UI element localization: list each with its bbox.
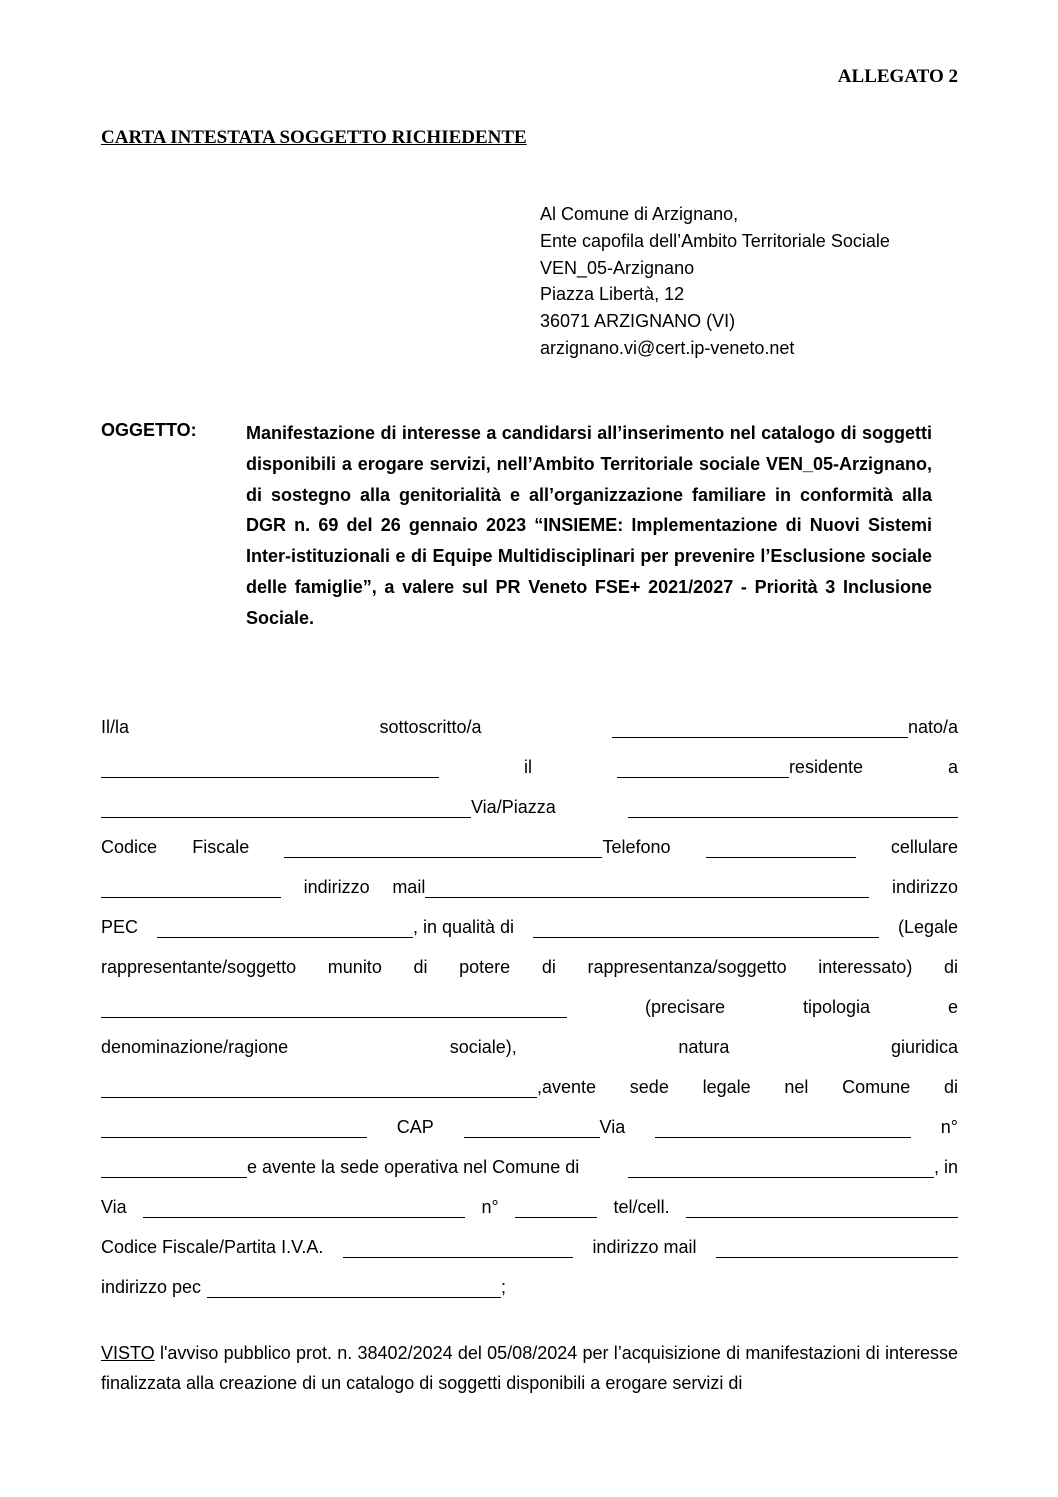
label-il: il bbox=[523, 757, 532, 777]
label-cap: CAP bbox=[396, 1117, 434, 1137]
label-indirizzo: indirizzo bbox=[303, 877, 370, 897]
cellulare-field[interactable] bbox=[101, 879, 281, 898]
label-numero-2: n° bbox=[481, 1197, 499, 1217]
natura-giuridica-field[interactable] bbox=[101, 1079, 537, 1098]
address-line: VEN_05-Arzignano bbox=[540, 257, 695, 278]
label-codice: Codice bbox=[101, 837, 158, 857]
qualita-field[interactable] bbox=[533, 919, 879, 938]
piva-field[interactable] bbox=[343, 1239, 573, 1258]
label-residente: residente bbox=[788, 757, 863, 777]
text-avente: ,avente bbox=[537, 1077, 597, 1097]
label-via-piazza: Via/Piazza bbox=[471, 797, 556, 817]
text-sede-operativa: e avente la sede operativa nel Comune di bbox=[247, 1157, 580, 1177]
text-giuridica: giuridica bbox=[890, 1037, 958, 1057]
text-interessato: interessato) bbox=[818, 957, 913, 977]
form-row bbox=[101, 1072, 958, 1098]
oggetto-label: OGGETTO: bbox=[101, 420, 197, 440]
label-nato: nato/a bbox=[907, 717, 958, 737]
text-munito: munito bbox=[327, 957, 382, 977]
tel-cell-field[interactable] bbox=[686, 1199, 958, 1218]
label-mail: mail bbox=[392, 877, 426, 897]
comune-sede-legale-field[interactable] bbox=[101, 1119, 367, 1138]
label-sottoscritto: sottoscritto/a bbox=[379, 717, 482, 737]
text-tipologia: tipologia bbox=[802, 997, 870, 1017]
text-nel: nel bbox=[784, 1077, 809, 1097]
pec-ente-field[interactable] bbox=[207, 1279, 501, 1298]
text-di: di bbox=[413, 957, 428, 977]
carta-intestata-heading: CARTA INTESTATA SOGGETTO RICHIEDENTE bbox=[101, 127, 527, 148]
comune-sede-operativa-field[interactable] bbox=[628, 1159, 934, 1178]
form-row bbox=[101, 992, 958, 1018]
denominazione-field[interactable] bbox=[101, 999, 567, 1018]
label-pec: PEC bbox=[101, 917, 139, 937]
text-di-3: di bbox=[943, 957, 958, 977]
label-telefono: Telefono bbox=[602, 837, 671, 857]
mail-ente-field[interactable] bbox=[716, 1239, 958, 1258]
label-indirizzo-pec: indirizzo pec bbox=[101, 1277, 202, 1297]
residence-street-field[interactable] bbox=[628, 799, 958, 818]
form-row bbox=[101, 1032, 958, 1058]
label-cellulare: cellulare bbox=[890, 837, 958, 857]
label-indirizzo-2: indirizzo bbox=[891, 877, 958, 897]
address-line: Piazza Libertà, 12 bbox=[540, 284, 685, 305]
form-row bbox=[101, 832, 958, 858]
label-legale: (Legale bbox=[897, 917, 958, 937]
text-sede: sede bbox=[629, 1077, 669, 1097]
form-row bbox=[101, 752, 958, 778]
birthplace-field[interactable] bbox=[101, 759, 439, 778]
allegato-label: ALLEGATO 2 bbox=[837, 66, 958, 87]
text-comune: Comune bbox=[842, 1077, 911, 1097]
form-row bbox=[101, 1232, 958, 1258]
address-line: Ente capofila dell’Ambito Territoriale Sociale bbox=[540, 230, 890, 251]
form-row bbox=[101, 872, 958, 898]
pec-field[interactable] bbox=[157, 919, 413, 938]
form-row bbox=[101, 712, 958, 738]
form-row bbox=[101, 792, 958, 818]
codice-fiscale-field[interactable] bbox=[284, 839, 602, 858]
birthdate-field[interactable] bbox=[617, 759, 789, 778]
residence-city-field[interactable] bbox=[101, 799, 471, 818]
address-line: Al Comune di Arzignano, bbox=[540, 204, 739, 224]
address-pec: arzignano.vi@cert.ip-veneto.net bbox=[540, 337, 795, 358]
label-tel-cell: tel/cell. bbox=[613, 1197, 670, 1217]
text-di-2: di bbox=[541, 957, 556, 977]
label-il-la: Il/la bbox=[101, 717, 130, 737]
label-a: a bbox=[947, 757, 958, 777]
text-rappresentante: rappresentante/soggetto bbox=[101, 957, 297, 977]
text-potere: potere bbox=[459, 957, 511, 977]
label-via-2: Via bbox=[101, 1197, 127, 1217]
via-sede-operativa-field[interactable] bbox=[143, 1199, 465, 1218]
numero-sede-operativa-field[interactable] bbox=[515, 1199, 597, 1218]
cap-field[interactable] bbox=[464, 1119, 600, 1138]
telefono-field[interactable] bbox=[706, 839, 856, 858]
form-row bbox=[101, 1192, 958, 1218]
name-field[interactable] bbox=[612, 719, 908, 738]
form-row bbox=[101, 1112, 958, 1138]
label-numero: n° bbox=[940, 1117, 958, 1137]
text-denominazione: denominazione/ragione bbox=[101, 1037, 289, 1057]
semicolon: ; bbox=[501, 1277, 507, 1297]
via-sede-legale-field[interactable] bbox=[655, 1119, 911, 1138]
label-indirizzo-mail: indirizzo mail bbox=[592, 1237, 697, 1257]
form-row bbox=[101, 912, 958, 938]
label-in-qualita: , in qualità di bbox=[412, 917, 515, 937]
text-natura: natura bbox=[678, 1037, 730, 1057]
visto-keyword: VISTO bbox=[101, 1343, 155, 1363]
address-line: 36071 ARZIGNANO (VI) bbox=[540, 311, 736, 332]
mail-field[interactable] bbox=[425, 879, 869, 898]
text-sociale: sociale), bbox=[449, 1037, 517, 1057]
label-fiscale: Fiscale bbox=[192, 837, 250, 857]
form-row bbox=[101, 952, 958, 978]
label-via: Via bbox=[599, 1117, 626, 1137]
visto-text: l'avviso pubblico prot. n. 38402/2024 del 05/08/2024 per l’acquisizione di manifestazioni di interesse finalizzata alla creazione di un catalogo di soggetti disponibili a erogare servizi di bbox=[101, 1343, 958, 1393]
text-e: e bbox=[947, 997, 958, 1017]
text-precisare: (precisare bbox=[644, 997, 725, 1017]
oggetto-text: Manifestazione di interesse a candidarsi all’inserimento nel catalogo di soggetti disponibili a erogare servizi, nell’Ambito Territoriale sociale VEN_05-Arzignano, di sostegno alla genitorialità e all’organizzazione familiare in conformità alla DGR n. 69 del 26 gennaio 2023 “INSIEME: Implementazione di Nuovi Sistemi Inter-istituzionali e di Equipe Multidisciplinari per prevenire l’Esclusione sociale delle famiglie”, a valere sul PR Veneto FSE+ 2021/2027 - Priorità 3 Inclusione Sociale. bbox=[246, 423, 932, 628]
label-codice-fiscale-piva: Codice Fiscale/Partita I.V.A. bbox=[101, 1237, 324, 1257]
text-rappresentanza: rappresentanza/soggetto bbox=[587, 957, 787, 977]
visto-paragraph bbox=[101, 1338, 958, 1398]
recipient-address bbox=[540, 201, 890, 362]
form-row bbox=[101, 1272, 958, 1298]
text-in: , in bbox=[933, 1157, 958, 1177]
text-di-4: di bbox=[943, 1077, 958, 1097]
numero-sede-legale-field[interactable] bbox=[101, 1159, 247, 1178]
text-legale: legale bbox=[702, 1077, 751, 1097]
form-row bbox=[101, 1152, 958, 1178]
